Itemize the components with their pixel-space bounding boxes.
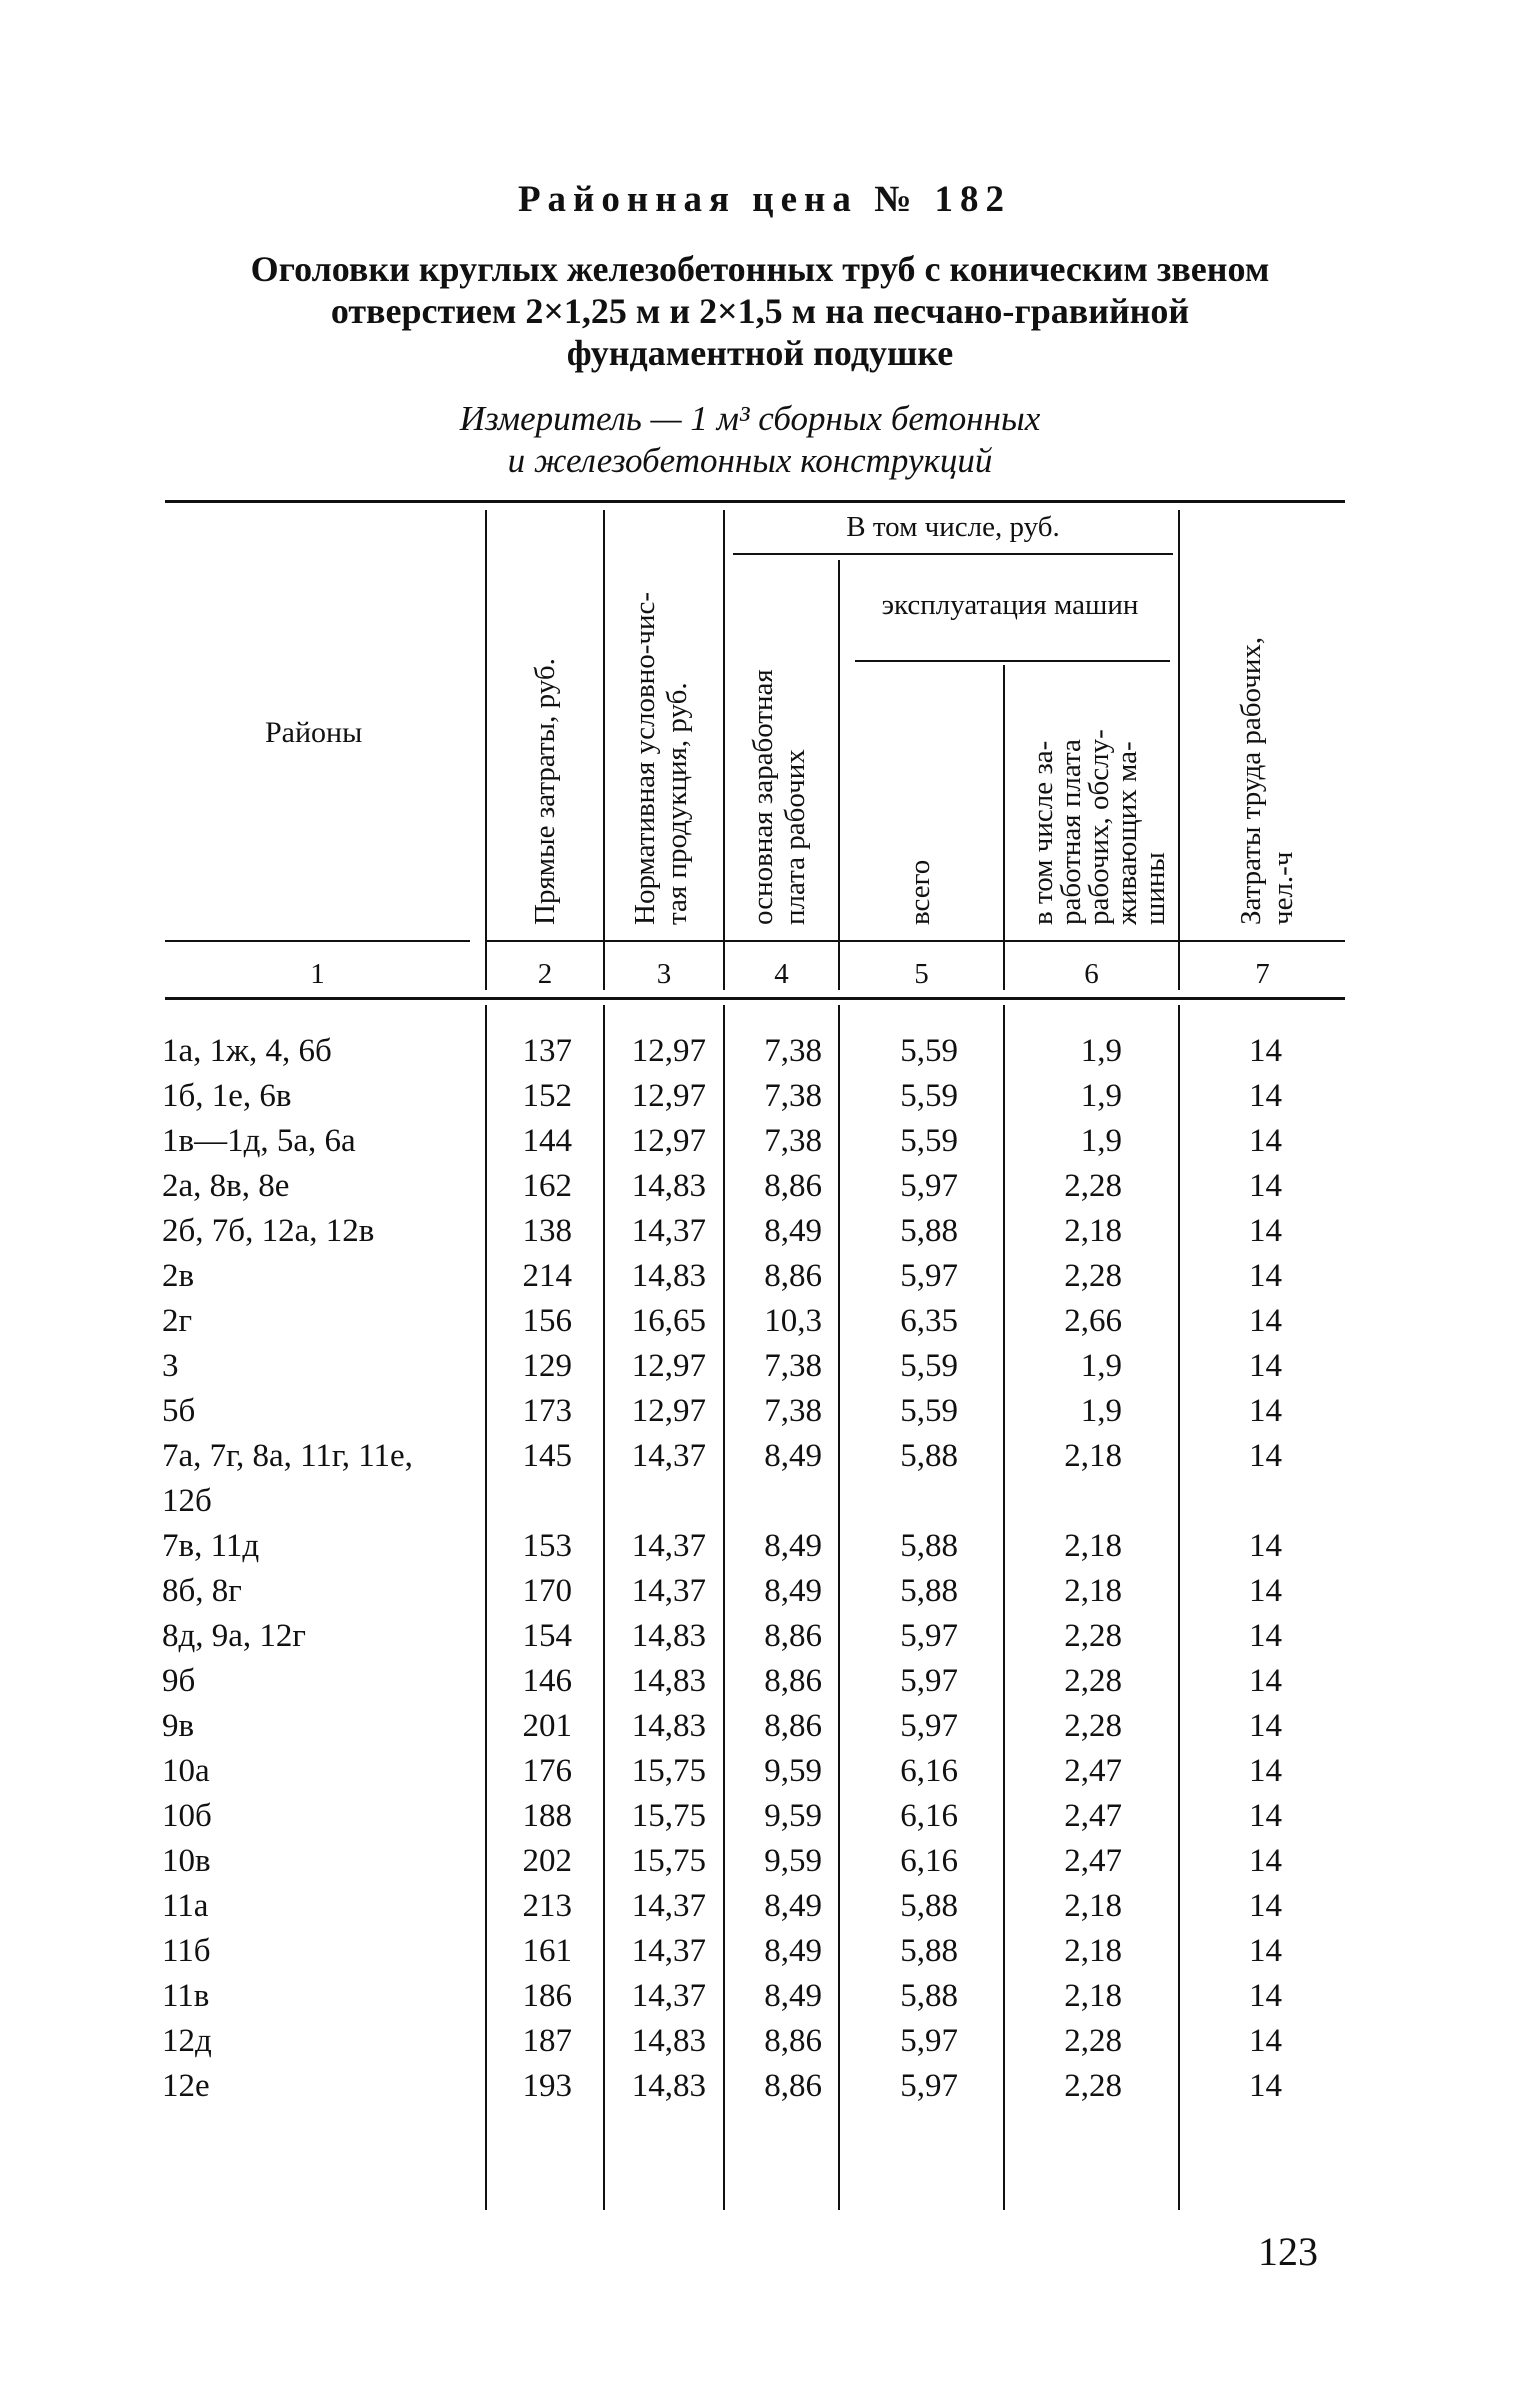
column-number: 5	[914, 958, 929, 990]
cell-machine-wages: 2,28	[1064, 1663, 1122, 1699]
cell-machines-total: 5,59	[900, 1078, 958, 1114]
cell-direct-costs: 138	[522, 1213, 572, 1249]
cell-normative: 12,97	[631, 1348, 706, 1384]
cell-wages: 8,49	[764, 1573, 822, 1609]
cell-wages: 9,59	[764, 1798, 822, 1834]
header-divider	[723, 510, 725, 990]
cell-machine-wages: 2,18	[1064, 1888, 1122, 1924]
cell-region: 12д	[162, 2023, 212, 2059]
cell-machines-total: 5,88	[900, 1573, 958, 1609]
cell-labor: 14	[1249, 1843, 1282, 1879]
cell-machines-total: 5,97	[900, 1258, 958, 1294]
cell-direct-costs: 202	[522, 1843, 572, 1879]
cell-machines-total: 5,97	[900, 1618, 958, 1654]
table-row	[0, 1618, 1529, 1663]
cell-wages: 8,86	[764, 2023, 822, 2059]
header-labor-line1: Затраты труда рабочих,	[1235, 636, 1267, 925]
cell-direct-costs: 213	[522, 1888, 572, 1924]
table-row	[0, 1573, 1529, 1618]
cell-machine-wages: 2,18	[1064, 1213, 1122, 1249]
header-divider	[838, 560, 840, 990]
header-bottom-rule	[485, 940, 1345, 942]
cell-machine-wages: 2,47	[1064, 1753, 1122, 1789]
cell-machines-total: 5,88	[900, 1438, 958, 1474]
table-row	[0, 2023, 1529, 2068]
cell-machines-total: 5,59	[900, 1033, 958, 1069]
cell-direct-costs: 173	[522, 1393, 572, 1429]
cell-direct-costs: 137	[522, 1033, 572, 1069]
cell-labor: 14	[1249, 1213, 1282, 1249]
cell-machine-wages: 1,9	[1080, 1123, 1122, 1159]
table-row	[0, 1348, 1529, 1393]
cell-region: 5б	[162, 1393, 196, 1429]
cell-normative: 14,83	[631, 1708, 706, 1744]
cell-direct-costs: 214	[522, 1258, 572, 1294]
cell-machines-total: 6,16	[900, 1753, 958, 1789]
cell-region: 2а, 8в, 8е	[162, 1168, 290, 1204]
cell-machines-total: 5,88	[900, 1978, 958, 2014]
regions-rule	[165, 940, 470, 942]
cell-normative: 14,83	[631, 2068, 706, 2104]
cell-machines-total: 6,35	[900, 1303, 958, 1339]
cell-machine-wages: 1,9	[1080, 1348, 1122, 1384]
table-row	[0, 1123, 1529, 1168]
cell-region: 8б, 8г	[162, 1573, 242, 1609]
cell-region: 1б, 1е, 6в	[162, 1078, 292, 1114]
cell-machine-wages: 1,9	[1080, 1033, 1122, 1069]
cell-machines-total: 5,59	[900, 1348, 958, 1384]
cell-normative: 14,83	[631, 1258, 706, 1294]
cell-labor: 14	[1249, 1978, 1282, 2014]
cell-machines-total: 5,88	[900, 1528, 958, 1564]
header-machines: эксплуатация машин	[881, 589, 1139, 621]
table-row	[0, 2068, 1529, 2113]
cell-labor: 14	[1249, 1528, 1282, 1564]
cell-normative: 14,83	[631, 1663, 706, 1699]
cell-region: 10б	[162, 1798, 212, 1834]
header-machine-wages-line2: работная плата	[1055, 739, 1087, 925]
cell-direct-costs: 187	[522, 2023, 572, 2059]
cell-labor: 14	[1249, 1348, 1282, 1384]
cell-region-continued: 12б	[162, 1483, 212, 1519]
cell-wages: 8,86	[764, 2068, 822, 2104]
cell-normative: 15,75	[631, 1798, 706, 1834]
header-normative-line1: Нормативная условно-чис-	[629, 592, 661, 925]
cell-wages: 8,49	[764, 1213, 822, 1249]
cell-wages: 8,86	[764, 1708, 822, 1744]
cell-direct-costs: 176	[522, 1753, 572, 1789]
subtitle-line: фундаментной подушке	[566, 333, 954, 373]
cell-direct-costs: 156	[522, 1303, 572, 1339]
header-normative-line2: тая продукция, руб.	[661, 682, 693, 925]
cell-direct-costs: 129	[522, 1348, 572, 1384]
table-row	[0, 1888, 1529, 1933]
cell-machine-wages: 2,28	[1064, 1168, 1122, 1204]
cell-normative: 12,97	[631, 1078, 706, 1114]
cell-labor: 14	[1249, 1753, 1282, 1789]
table-row	[0, 1393, 1529, 1438]
cell-region: 2б, 7б, 12а, 12в	[162, 1213, 375, 1249]
column-number: 3	[656, 958, 672, 990]
cell-wages: 8,49	[764, 1978, 822, 2014]
cell-labor: 14	[1249, 1123, 1282, 1159]
cell-wages: 9,59	[764, 1843, 822, 1879]
cell-region: 3	[162, 1348, 179, 1384]
cell-region: 12е	[162, 2068, 210, 2104]
unit-of-measure	[300, 398, 1200, 482]
header-wages-line1: основная заработная	[747, 669, 779, 925]
cell-labor: 14	[1249, 1438, 1282, 1474]
header-regions: Районы	[265, 716, 363, 749]
table-row	[0, 1753, 1529, 1798]
cell-labor: 14	[1249, 1888, 1282, 1924]
unit-line: и железобетонных конструкций	[507, 441, 993, 480]
cell-direct-costs: 188	[522, 1798, 572, 1834]
subtitle-line: Оголовки круглых железобетонных труб с коническим звеном	[250, 249, 1270, 289]
table-row	[0, 1933, 1529, 1978]
cell-normative: 14,83	[631, 1618, 706, 1654]
header-machine-wages-line4: живающих ма-	[1111, 741, 1143, 925]
cell-machines-total: 5,97	[900, 1168, 958, 1204]
cell-labor: 14	[1249, 1393, 1282, 1429]
cell-wages: 7,38	[764, 1123, 822, 1159]
header-machine-wages-line5: шины	[1139, 852, 1171, 925]
cell-normative: 12,97	[631, 1123, 706, 1159]
cell-normative: 15,75	[631, 1753, 706, 1789]
column-number: 2	[537, 958, 553, 990]
header-wages-line2: плата рабочих	[779, 749, 811, 925]
cell-normative: 12,97	[631, 1393, 706, 1429]
cell-machine-wages: 2,47	[1064, 1843, 1122, 1879]
cell-machine-wages: 2,66	[1064, 1303, 1122, 1339]
cell-direct-costs: 186	[522, 1978, 572, 2014]
cell-region: 10в	[162, 1843, 211, 1879]
cell-labor: 14	[1249, 1618, 1282, 1654]
header-divider	[485, 510, 487, 990]
document-subtitle	[180, 248, 1340, 374]
cell-wages: 8,49	[764, 1528, 822, 1564]
header-direct-costs: Прямые затраты, руб.	[529, 658, 561, 925]
unit-line: Измеритель — 1 м³ сборных бетонных	[459, 399, 1041, 438]
cell-wages: 8,86	[764, 1168, 822, 1204]
cell-region: 2в	[162, 1258, 195, 1294]
cell-direct-costs: 153	[522, 1528, 572, 1564]
table-row	[0, 1213, 1529, 1258]
cell-labor: 14	[1249, 1573, 1282, 1609]
cell-labor: 14	[1249, 1663, 1282, 1699]
cell-region: 1а, 1ж, 4, 6б	[162, 1033, 332, 1069]
subtitle-line: отверстием 2×1,25 м и 2×1,5 м на песчано-гравийной	[330, 291, 1190, 331]
cell-machine-wages: 2,18	[1064, 1573, 1122, 1609]
table-top-rule	[165, 500, 1345, 503]
header-divider	[1178, 510, 1180, 990]
column-numbers-rule	[165, 997, 1345, 1000]
cell-normative: 12,97	[631, 1033, 706, 1069]
cell-direct-costs: 201	[522, 1708, 572, 1744]
cell-machine-wages: 2,18	[1064, 1933, 1122, 1969]
cell-direct-costs: 145	[522, 1438, 572, 1474]
cell-machines-total: 5,97	[900, 2068, 958, 2104]
table-row	[0, 1258, 1529, 1303]
cell-normative: 16,65	[631, 1303, 706, 1339]
cell-machine-wages: 2,28	[1064, 1708, 1122, 1744]
column-number: 6	[1084, 958, 1099, 990]
cell-machine-wages: 1,9	[1080, 1078, 1122, 1114]
cell-labor: 14	[1249, 1933, 1282, 1969]
header-labor-line2: чел.-ч	[1267, 851, 1299, 925]
cell-normative: 14,37	[631, 1528, 706, 1564]
cell-machine-wages: 2,28	[1064, 2068, 1122, 2104]
cell-region: 2г	[162, 1303, 193, 1339]
cell-machine-wages: 2,28	[1064, 1258, 1122, 1294]
cell-wages: 10,3	[764, 1303, 822, 1339]
cell-machines-total: 5,97	[900, 1663, 958, 1699]
cell-wages: 7,38	[764, 1393, 822, 1429]
table-row	[0, 1663, 1529, 1708]
table-row	[0, 1438, 1529, 1519]
column-number: 7	[1255, 958, 1270, 990]
cell-wages: 9,59	[764, 1753, 822, 1789]
cell-machine-wages: 2,28	[1064, 2023, 1122, 2059]
cell-wages: 8,49	[764, 1888, 822, 1924]
cell-machine-wages: 2,18	[1064, 1978, 1122, 2014]
table-row	[0, 1303, 1529, 1348]
cell-machine-wages: 1,9	[1080, 1393, 1122, 1429]
cell-machines-total: 6,16	[900, 1843, 958, 1879]
cell-wages: 8,86	[764, 1618, 822, 1654]
cell-direct-costs: 154	[522, 1618, 572, 1654]
cell-region: 9в	[162, 1708, 195, 1744]
including-rule	[733, 553, 1173, 555]
cell-normative: 14,37	[631, 1888, 706, 1924]
cell-labor: 14	[1249, 1033, 1282, 1069]
header-including: В том числе, руб.	[846, 511, 1060, 543]
cell-region: 11в	[162, 1978, 210, 2014]
header-machines-total: всего	[904, 859, 936, 925]
cell-wages: 7,38	[764, 1078, 822, 1114]
table-row	[0, 1528, 1529, 1573]
cell-wages: 8,86	[764, 1258, 822, 1294]
cell-machine-wages: 2,18	[1064, 1528, 1122, 1564]
cell-labor: 14	[1249, 1258, 1282, 1294]
table-row	[0, 1708, 1529, 1753]
cell-normative: 15,75	[631, 1843, 706, 1879]
cell-normative: 14,37	[631, 1978, 706, 2014]
cell-machines-total: 6,16	[900, 1798, 958, 1834]
cell-wages: 8,49	[764, 1438, 822, 1474]
cell-wages: 7,38	[764, 1348, 822, 1384]
cell-direct-costs: 161	[522, 1933, 572, 1969]
cell-normative: 14,37	[631, 1573, 706, 1609]
cell-normative: 14,37	[631, 1933, 706, 1969]
page-title: Районная цена № 182	[517, 179, 1012, 220]
cell-labor: 14	[1249, 1708, 1282, 1744]
cell-direct-costs: 170	[522, 1573, 572, 1609]
column-number: 1	[310, 958, 325, 990]
cell-labor: 14	[1249, 2023, 1282, 2059]
cell-region: 9б	[162, 1663, 196, 1699]
cell-normative: 14,37	[631, 1213, 706, 1249]
header-machine-wages-line1: в том числе за-	[1027, 740, 1059, 925]
table-row	[0, 1798, 1529, 1843]
header-divider	[1003, 665, 1005, 990]
cell-labor: 14	[1249, 1078, 1282, 1114]
cell-machine-wages: 2,18	[1064, 1438, 1122, 1474]
cell-direct-costs: 152	[522, 1078, 572, 1114]
cell-direct-costs: 144	[522, 1123, 572, 1159]
table-row	[0, 1978, 1529, 2023]
cell-wages: 8,86	[764, 1663, 822, 1699]
cell-normative: 14,83	[631, 2023, 706, 2059]
cell-machines-total: 5,97	[900, 1708, 958, 1744]
cell-direct-costs: 193	[522, 2068, 572, 2104]
cell-normative: 14,37	[631, 1438, 706, 1474]
cell-region: 7в, 11д	[162, 1528, 260, 1564]
cell-region: 11а	[162, 1888, 209, 1924]
cell-direct-costs: 146	[522, 1663, 572, 1699]
cell-machines-total: 5,59	[900, 1123, 958, 1159]
cell-normative: 14,83	[631, 1168, 706, 1204]
cell-region: 10а	[162, 1753, 210, 1789]
cell-machines-total: 5,88	[900, 1933, 958, 1969]
cell-machine-wages: 2,47	[1064, 1798, 1122, 1834]
column-number: 4	[774, 958, 789, 990]
header-machine-wages-line3: рабочих, обслу-	[1083, 729, 1115, 925]
cell-machines-total: 5,59	[900, 1393, 958, 1429]
cell-region: 8д, 9а, 12г	[162, 1618, 306, 1654]
page-number: 123	[1258, 2229, 1318, 2274]
table-row	[0, 1078, 1529, 1123]
machines-rule	[855, 660, 1170, 662]
table-row	[0, 1843, 1529, 1888]
cell-wages: 7,38	[764, 1033, 822, 1069]
cell-labor: 14	[1249, 2068, 1282, 2104]
cell-machines-total: 5,88	[900, 1888, 958, 1924]
table-row	[0, 1168, 1529, 1213]
header-divider	[603, 510, 605, 990]
cell-region: 7а, 7г, 8а, 11г, 11е,	[162, 1438, 413, 1474]
cell-wages: 8,49	[764, 1933, 822, 1969]
cell-machine-wages: 2,28	[1064, 1618, 1122, 1654]
cell-labor: 14	[1249, 1168, 1282, 1204]
cell-region: 1в—1д, 5а, 6а	[162, 1123, 356, 1159]
table-row	[0, 1033, 1529, 1078]
cell-direct-costs: 162	[522, 1168, 572, 1204]
cell-labor: 14	[1249, 1303, 1282, 1339]
cell-labor: 14	[1249, 1798, 1282, 1834]
cell-region: 11б	[162, 1933, 211, 1969]
cell-machines-total: 5,88	[900, 1213, 958, 1249]
cell-machines-total: 5,97	[900, 2023, 958, 2059]
